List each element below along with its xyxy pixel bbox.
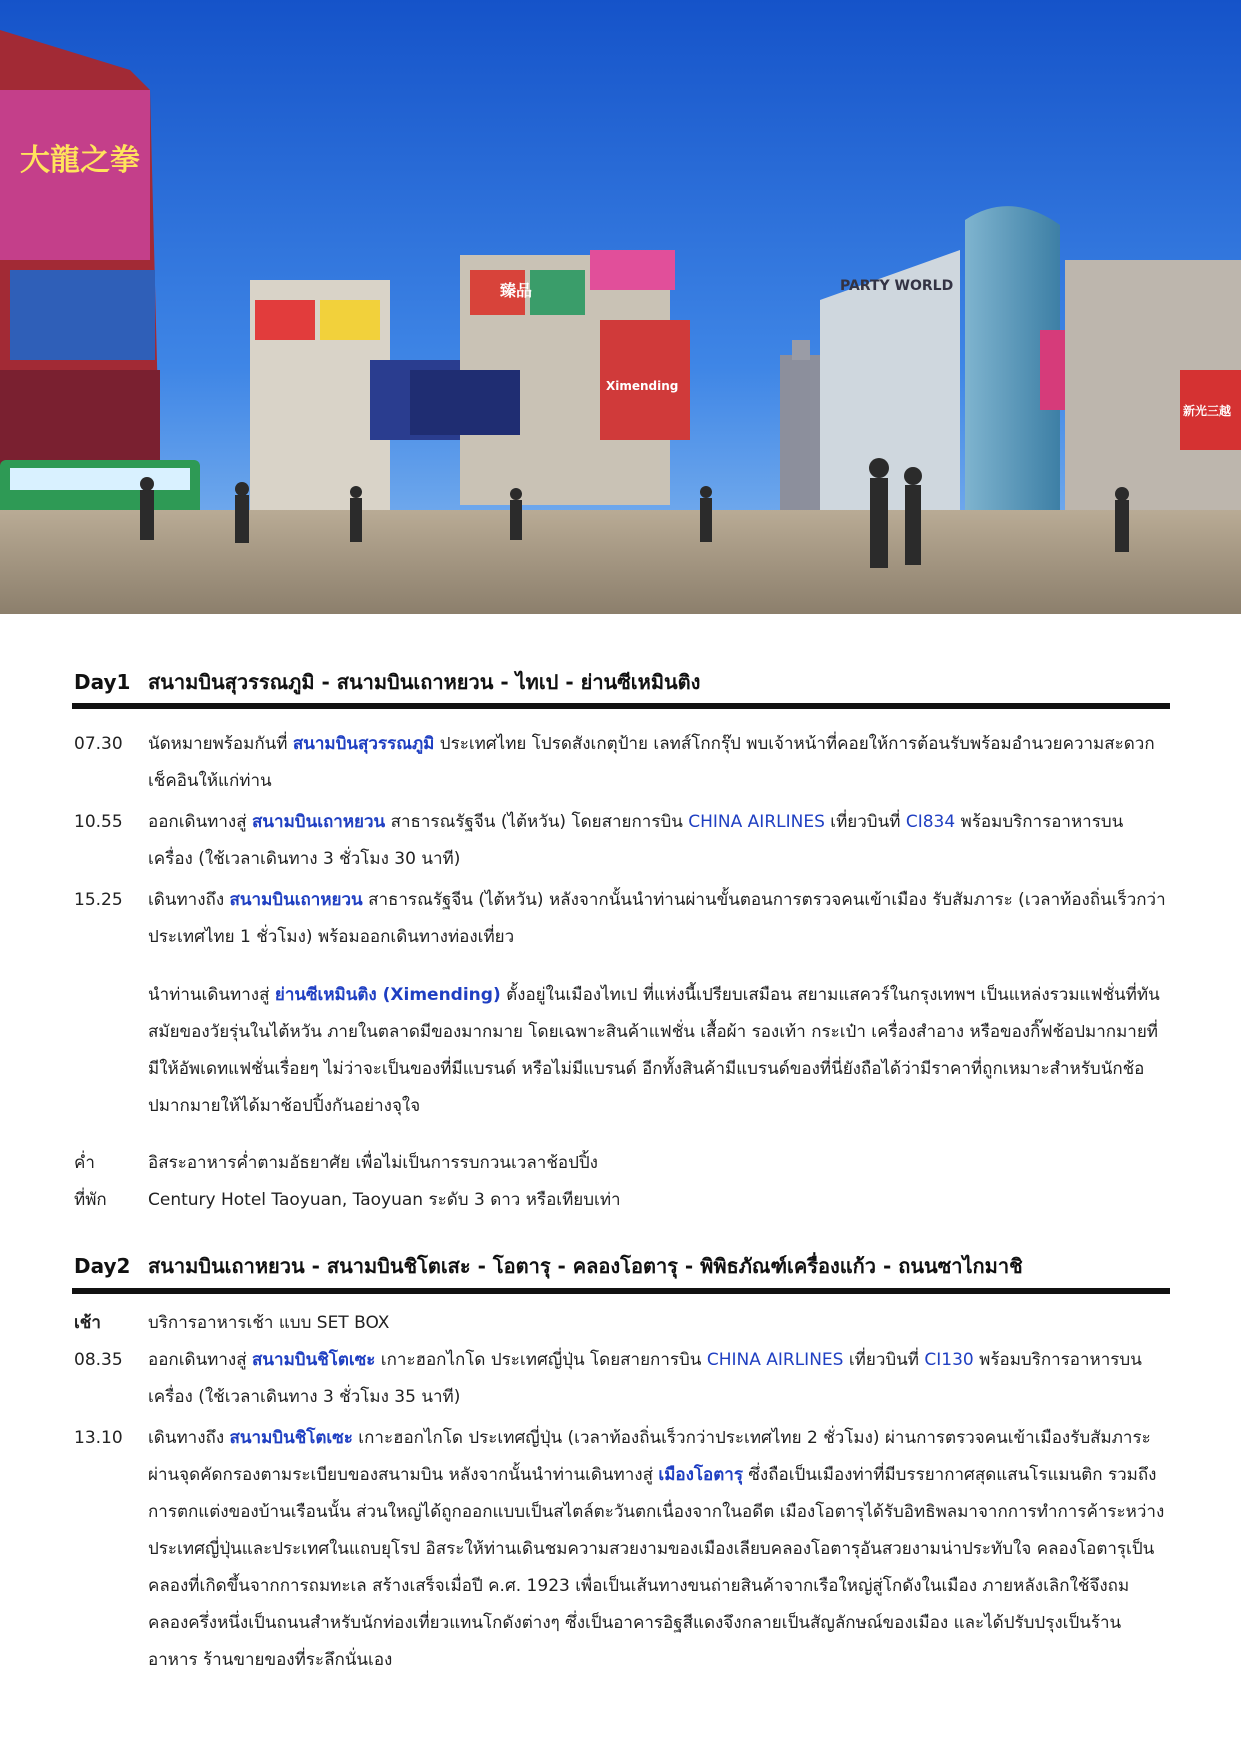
highlight-city: เมืองโอตารุ (658, 1465, 743, 1485)
day1-row-1525 (74, 882, 1168, 956)
row-text: เดินทางถึง สนามบินชิโตเซะ เกาะฮอกไกโด ประเทศญี่ปุ่น (เวลาท้องถิ่นเร็วกว่าประเทศไทย 2 ชั่วโมง) ผ่านการตรวจคนเข้าเมืองรับสัมภาระผ่านจุดคัดกรองตามระเบียบของสนามบิน หลังจากนั้นนำท่านเดินทางสู่ เมืองโอตารุ ซึ่งถือเป็นเมืองท่าที่มีบรรยากาศสุดแสนโรแมนติก รวมถึงการตกแต่งของบ้านเรือนนั้น ส่วนใหญ่ได้ถูกออกแบบเป็นสไตล์ตะวันตกเนื่องจากในอดีต เมืองโอตารุได้รับอิทธิพลมาจากการทำการค้าระหว่างประเทศญี่ปุ่นและประเทศในแถบยุโรป อิสระให้ท่านเดินชมความสวยงามของเมืองเลียบคลองโอตารุอันสวยงามน่าประทับใจ คลองโอตารุเป็นคลองที่เกิดขึ้นจากการถมทะเล สร้างเสร็จเมื่อปี ค.ศ. 1923 เพื่อเป็นเส้นทางขนถ่ายสินค้าจากเรือใหญ่สู่โกดังในเมือง ภายหลังเลิกใช้จึงถมคลองครึ่งหนึ่งเป็นถนนสำหรับนักท่องเที่ยวแทนโกดังต่างๆ ซึ่งเป็นอาคารอิฐสีแดงจึงกลายเป็นสัญลักษณ์ของเมือง และได้ปรับปรุงเป็นร้านอาหาร ร้านขายของที่ระลึกนั่นเอง (148, 1428, 1165, 1670)
highlight-place: สนามบินชิโตเซะ (252, 1350, 376, 1370)
svg-text:Ximending: Ximending (606, 379, 679, 393)
day2-divider (72, 1288, 1170, 1294)
row-time: 08.35 (74, 1350, 123, 1370)
taipei-street-illustration (0, 0, 1241, 614)
highlight-place: สนามบินเถาหยวน (252, 812, 386, 832)
breakfast-text: บริการอาหารเช้า แบบ SET BOX (148, 1313, 390, 1333)
row-time: 13.10 (74, 1428, 123, 1448)
day1-dinner (74, 1145, 1168, 1182)
paragraph-text: นำท่านเดินทางสู่ ย่านซีเหมินติง (Ximending) ตั้งอยู่ในเมืองไทเป ที่แห่งนี้เปรียบเสมือน สยามแสควร์ในกรุงเทพฯ เป็นแหล่งรวมแฟชั่นที่ทันสมัยของวัยรุ่นในไต้หวัน ภายในตลาดมีของมากมาย โดยเฉพาะสินค้าแฟชั่น เสื้อผ้า รองเท้า กระเป๋า เครื่องสำอาง หรือของกิ๊ฟช้อปมากมายที่มีให้อัพเดทแฟชั่นเรื่อยๆ ไม่ว่าจะเป็นของที่มีแบรนด์ หรือไม่มีแบรนด์ อีกทั้งสินค้ามีแบรนด์ของที่นี่ยังถือได้ว่ามีราคาที่ถูกเหมาะสำหรับนักช้อปมากมายให้ได้มาช้อปปิ้งกันอย่างจุใจ (148, 985, 1160, 1116)
hotel-text: Century Hotel Taoyuan, Taoyuan ระดับ 3 ดาว หรือเทียบเท่า (148, 1190, 621, 1210)
row-text: ออกเดินทางสู่ สนามบินเถาหยวน สาธารณรัฐจีน (ไต้หวัน) โดยสายการบิน CHINA AIRLINES เที่ยวบินที่ CI834 พร้อมบริการอาหารบนเครื่อง (ใช้เวลาเดินทาง 3 ชั่วโมง 30 นาที) (148, 812, 1124, 869)
highlight-airline: CHINA AIRLINES (706, 1350, 844, 1370)
day1-row-1055 (74, 804, 1168, 878)
highlight-flight: CI834 (905, 812, 956, 832)
day2-title: สนามบินเถาหยวน - สนามบินชิโตเสะ - โอตารุ - คลองโอตารุ - พิพิธภัณฑ์เครื่องแก้ว - ถนนซาไกมาชิ (148, 1254, 1023, 1278)
row-text: ออกเดินทางสู่ สนามบินชิโตเซะ เกาะฮอกไกโด ประเทศญี่ปุ่น โดยสายการบิน CHINA AIRLINES เที่ยวบินที่ CI130 พร้อมบริการอาหารบนเครื่อง (ใช้เวลาเดินทาง 3 ชั่วโมง 35 นาที) (148, 1350, 1142, 1407)
highlight-flight: CI130 (924, 1350, 974, 1370)
day2-breakfast (74, 1305, 1168, 1342)
row-time: 15.25 (74, 890, 123, 910)
hero-sign-left (20, 143, 140, 178)
highlight-place: ย่านซีเหมินติง (Ximending) (274, 985, 501, 1005)
svg-text:PARTY WORLD: PARTY WORLD (840, 278, 954, 294)
hotel-label: ที่พัก (74, 1190, 107, 1210)
day1-title: สนามบินสุวรรณภูมิ - สนามบินเถาหยวน - ไทเป - ย่านซีเหมินติง (148, 670, 701, 694)
hero-sign-right (1183, 403, 1231, 418)
highlight-place: สนามบินเถาหยวน (229, 890, 363, 910)
hero-photo (0, 0, 1241, 614)
row-text: นัดหมายพร้อมกันที่ สนามบินสุวรรณภูมิ ประเทศไทย โปรดสังเกตุป้าย เลทส์โกกรุ๊ป พบเจ้าหน้าที่คอยให้การต้อนรับพร้อมอำนวยความสะดวกเช็คอินให้แก่ท่าน (148, 734, 1155, 791)
breakfast-label: เช้า (74, 1313, 101, 1333)
day1-hotel (74, 1182, 1168, 1219)
dinner-text: อิสระอาหารค่ำตามอัธยาศัย เพื่อไม่เป็นการรบกวนเวลาช้อปปิ้ง (148, 1153, 598, 1173)
day1-ximending-paragraph (74, 977, 1168, 1125)
highlight-airline: CHINA AIRLINES (688, 812, 825, 832)
day2-row-0835 (74, 1342, 1168, 1416)
svg-text:大龍之拳: 大龍之拳 (20, 143, 140, 178)
hero-sign-center (500, 281, 532, 300)
day2-row-1310 (74, 1420, 1168, 1679)
day1-header (74, 666, 1169, 698)
svg-text:臻品: 臻品 (500, 281, 533, 300)
row-time: 10.55 (74, 812, 123, 832)
row-time: 07.30 (74, 734, 123, 754)
day2-header (74, 1250, 1169, 1282)
svg-text:新光三越: 新光三越 (1183, 404, 1232, 418)
row-text: เดินทางถึง สนามบินเถาหยวน สาธารณรัฐจีน (ไต้หวัน) หลังจากนั้นนำท่านผ่านขั้นตอนการตรวจคนเข้าเมือง รับสัมภาระ (เวลาท้องถิ่นเร็วกว่าประเทศไทย 1 ชั่วโมง) พร้อมออกเดินทางท่องเที่ยว (148, 890, 1166, 947)
hero-sign-partyworld (840, 278, 953, 294)
hero-sign-ximending (606, 379, 678, 393)
day2-label: Day2 (74, 1254, 131, 1278)
highlight-place: สนามบินชิโตเซะ (229, 1428, 353, 1448)
day1-label: Day1 (74, 670, 131, 694)
dinner-label: ค่ำ (74, 1153, 95, 1173)
day1-row-0730 (74, 726, 1168, 800)
day1-divider (72, 703, 1170, 709)
highlight-place: สนามบินสุวรรณภูมิ (292, 734, 435, 754)
